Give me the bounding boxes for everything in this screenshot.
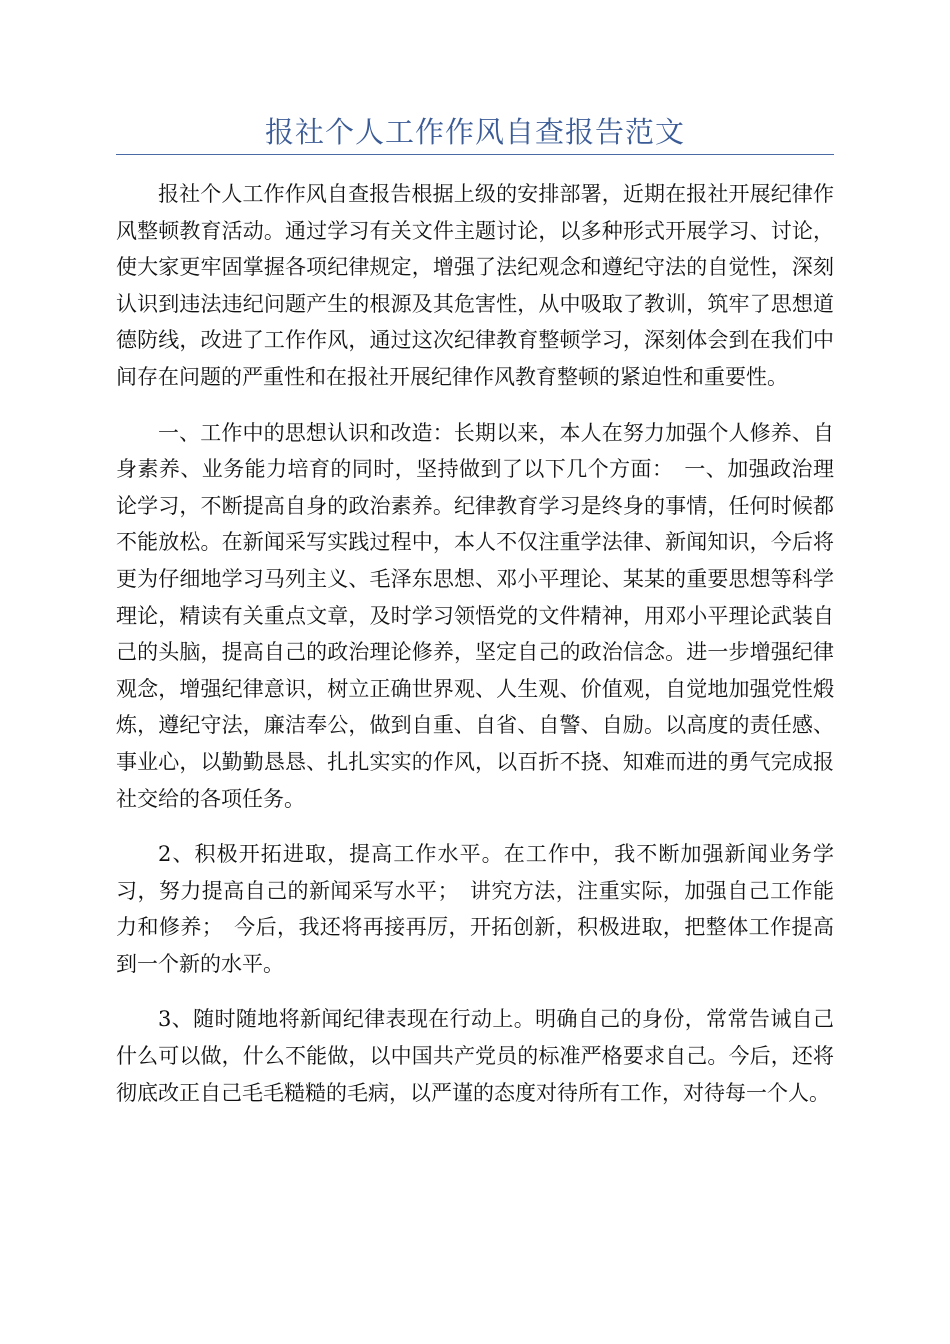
document-body — [116, 176, 834, 1130]
document-title: 报社个人工作作风自查报告范文 — [264, 115, 685, 149]
paragraph-intro: 报社个人工作作风自查报告根据上级的安排部署，近期在报社开展纪律作风整顿教育活动。通过学习有关文件主题讨论，以多种形式开展学习、讨论，使大家更牢固掌握各项纪律规定，增强了法纪观念和遵纪守法的自觉性，深刻认识到违法违纪问题产生的根源及其危害性，从中吸取了教训，筑牢了思想道德防线，改进了工作作风，通过这次纪律教育整顿学习，深刻体会到在我们中间存在问题的严重性和在报社开展纪律作风教育整顿的紧迫性和重要性。 — [116, 182, 834, 389]
paragraph-section-2: 2、积极开拓进取，提高工作水平。在工作中，我不断加强新闻业务学习，努力提高自己的新闻采写水平； 讲究方法，注重实际，加强自己工作能力和修养； 今后，我还将再接再厉，开拓创新，积极进取，把整体工作提高到一个新的水平。 — [116, 842, 834, 976]
title-underline — [116, 154, 834, 155]
paragraph-section-3: 3、随时随地将新闻纪律表现在行动上。明确自己的身份，常常告诫自己什么可以做，什么不能做，以中国共产党员的标准严格要求自己。今后，还将彻底改正自己毛毛糙糙的毛病，以严谨的态度对待所有工作，对待每一个人。 — [116, 1007, 834, 1105]
paragraph-section-1: 一、工作中的思想认识和改造：长期以来，本人在努力加强个人修养、自身素养、业务能力培育的同时，坚持做到了以下几个方面： 一、加强政治理论学习，不断提高自身的政治素养。纪律教育学习是终身的事情，任何时候都不能放松。在新闻采写实践过程中，本人不仅注重学法律、新闻知识，今后将更为仔细地学习马列主义、毛泽东思想、邓小平理论、某某的重要思想等科学理论，精读有关重点文章，及时学习领悟党的文件精神，用邓小平理论武装自己的头脑，提高自己的政治理论修养，坚定自己的政治信念。进一步增强纪律观念，增强纪律意识，树立正确世界观、人生观、价值观，自觉地加强党性煅炼，遵纪守法，廉洁奉公，做到自重、自省、自警、自励。以高度的责任感、事业心，以勤勤恳恳、扎扎实实的作风，以百折不挠、知难而进的勇气完成报社交给的各项任务。 — [116, 420, 834, 811]
